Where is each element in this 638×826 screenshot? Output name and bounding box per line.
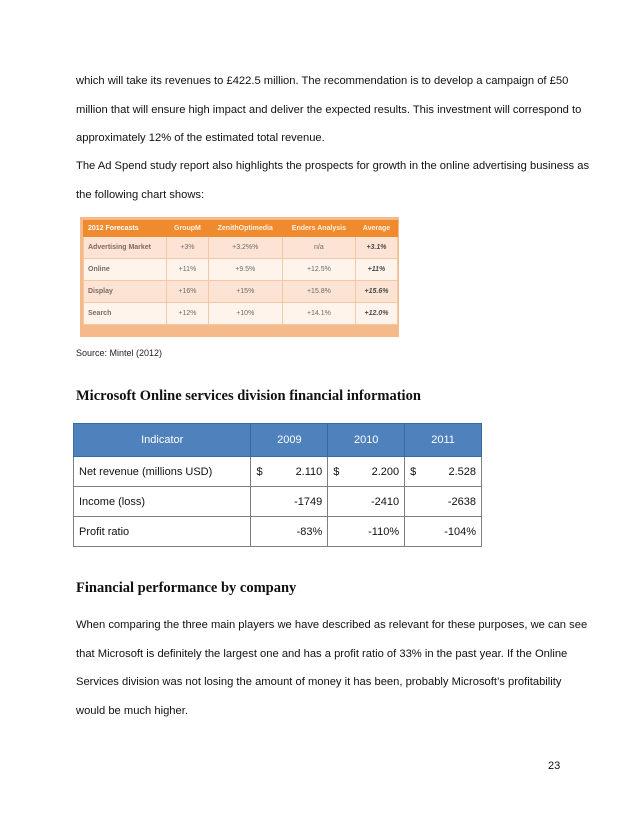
forecast-cell: +9.5% bbox=[208, 259, 282, 281]
financial-header-row bbox=[74, 424, 482, 457]
financial-value: -104% bbox=[444, 525, 476, 538]
forecast-header-row bbox=[84, 221, 398, 237]
financial-value: -110% bbox=[368, 525, 400, 538]
forecast-cell: +3.1% bbox=[355, 237, 397, 259]
financial-value-cell bbox=[251, 517, 328, 547]
financial-value-cell bbox=[405, 487, 482, 517]
paragraph-line: which will take its revenues to £422.5 million. The recommendation is to develop a campaign of £50 bbox=[76, 75, 569, 87]
paragraph-line: million that will ensure high impact and deliver the expected results. This investment will correspond to bbox=[76, 104, 582, 116]
forecast-header-cell: 2012 Forecasts bbox=[84, 221, 167, 237]
forecast-cell: +16% bbox=[167, 281, 208, 303]
forecast-cell: Search bbox=[84, 303, 167, 325]
forecast-cell: +12.0% bbox=[355, 303, 397, 325]
paragraph-line: the following chart shows: bbox=[76, 189, 205, 201]
forecast-header-cell: Average bbox=[355, 221, 397, 237]
forecast-cell: +12% bbox=[167, 303, 208, 325]
paragraph-line: that Microsoft is definitely the largest one and has a profit ratio of 33% in the past year. If the Online bbox=[76, 648, 568, 660]
financial-label-cell: Net revenue (millions USD) bbox=[74, 457, 251, 487]
forecast-header-cell: ZenithOptimedia bbox=[208, 221, 282, 237]
currency-symbol: $ bbox=[256, 465, 263, 478]
currency-symbol: $ bbox=[410, 465, 417, 478]
forecast-header-cell: GroupM bbox=[167, 221, 208, 237]
paragraph-line: The Ad Spend study report also highlights the prospects for growth in the online advertising business as bbox=[76, 160, 590, 172]
financial-label-cell: Income (loss) bbox=[74, 487, 251, 517]
financial-label-cell: Profit ratio bbox=[74, 517, 251, 547]
financial-row bbox=[74, 487, 482, 517]
financial-row bbox=[74, 457, 482, 487]
forecast-header-cell: Enders Analysis bbox=[282, 221, 355, 237]
financial-value: 2.200 bbox=[371, 465, 400, 478]
financial-header-cell: Indicator bbox=[74, 424, 251, 457]
financial-table bbox=[73, 423, 482, 547]
financial-value: -1749 bbox=[294, 495, 323, 508]
paragraph-line: approximately 12% of the estimated total revenue. bbox=[76, 132, 325, 144]
financial-value: 2.528 bbox=[448, 465, 476, 478]
forecast-cell: +10% bbox=[208, 303, 282, 325]
forecast-row bbox=[84, 259, 398, 281]
forecast-cell: +14.1% bbox=[282, 303, 355, 325]
forecast-table bbox=[83, 220, 398, 325]
forecast-row bbox=[84, 237, 398, 259]
forecast-cell: +3% bbox=[167, 237, 208, 259]
forecast-cell: n/a bbox=[282, 237, 355, 259]
forecast-cell: Advertising Market bbox=[84, 237, 167, 259]
paragraph-line: would be much higher. bbox=[76, 705, 188, 717]
financial-value-cell bbox=[251, 457, 328, 487]
forecast-cell: +15.6% bbox=[355, 281, 397, 303]
section-heading: Financial performance by company bbox=[76, 580, 297, 596]
forecast-row bbox=[84, 281, 398, 303]
financial-header-cell: 2009 bbox=[251, 424, 328, 457]
section-heading: Microsoft Online services division financial information bbox=[76, 388, 421, 404]
financial-value-cell bbox=[251, 487, 328, 517]
financial-value-cell bbox=[328, 517, 405, 547]
forecast-cell: +11% bbox=[355, 259, 397, 281]
forecast-cell: Online bbox=[84, 259, 167, 281]
forecast-cell: Display bbox=[84, 281, 167, 303]
source-caption: Source: Mintel (2012) bbox=[76, 348, 163, 358]
financial-value-cell bbox=[328, 457, 405, 487]
paragraph-line: When comparing the three main players we have described as relevant for these purposes, we can see bbox=[76, 619, 588, 631]
paragraph-line: Services division was not losing the amount of money it has been, probably Microsoft’s profitability bbox=[76, 676, 562, 688]
financial-value: -83% bbox=[296, 525, 323, 538]
financial-value: -2638 bbox=[447, 495, 476, 508]
financial-value-cell bbox=[328, 487, 405, 517]
forecast-cell: +11% bbox=[167, 259, 208, 281]
financial-header-cell: 2010 bbox=[328, 424, 405, 457]
financial-row bbox=[74, 517, 482, 547]
financial-value: -2410 bbox=[370, 495, 400, 508]
forecast-cell: +3.2%% bbox=[208, 237, 282, 259]
forecast-row bbox=[84, 303, 398, 325]
forecast-cell: +12.5% bbox=[282, 259, 355, 281]
forecast-cell: +15% bbox=[208, 281, 282, 303]
financial-header-cell: 2011 bbox=[405, 424, 482, 457]
currency-symbol: $ bbox=[333, 465, 340, 478]
financial-value: 2.110 bbox=[295, 465, 323, 478]
financial-value-cell bbox=[405, 517, 482, 547]
page-number: 23 bbox=[548, 760, 561, 772]
financial-value-cell bbox=[405, 457, 482, 487]
forecast-cell: +15.8% bbox=[282, 281, 355, 303]
